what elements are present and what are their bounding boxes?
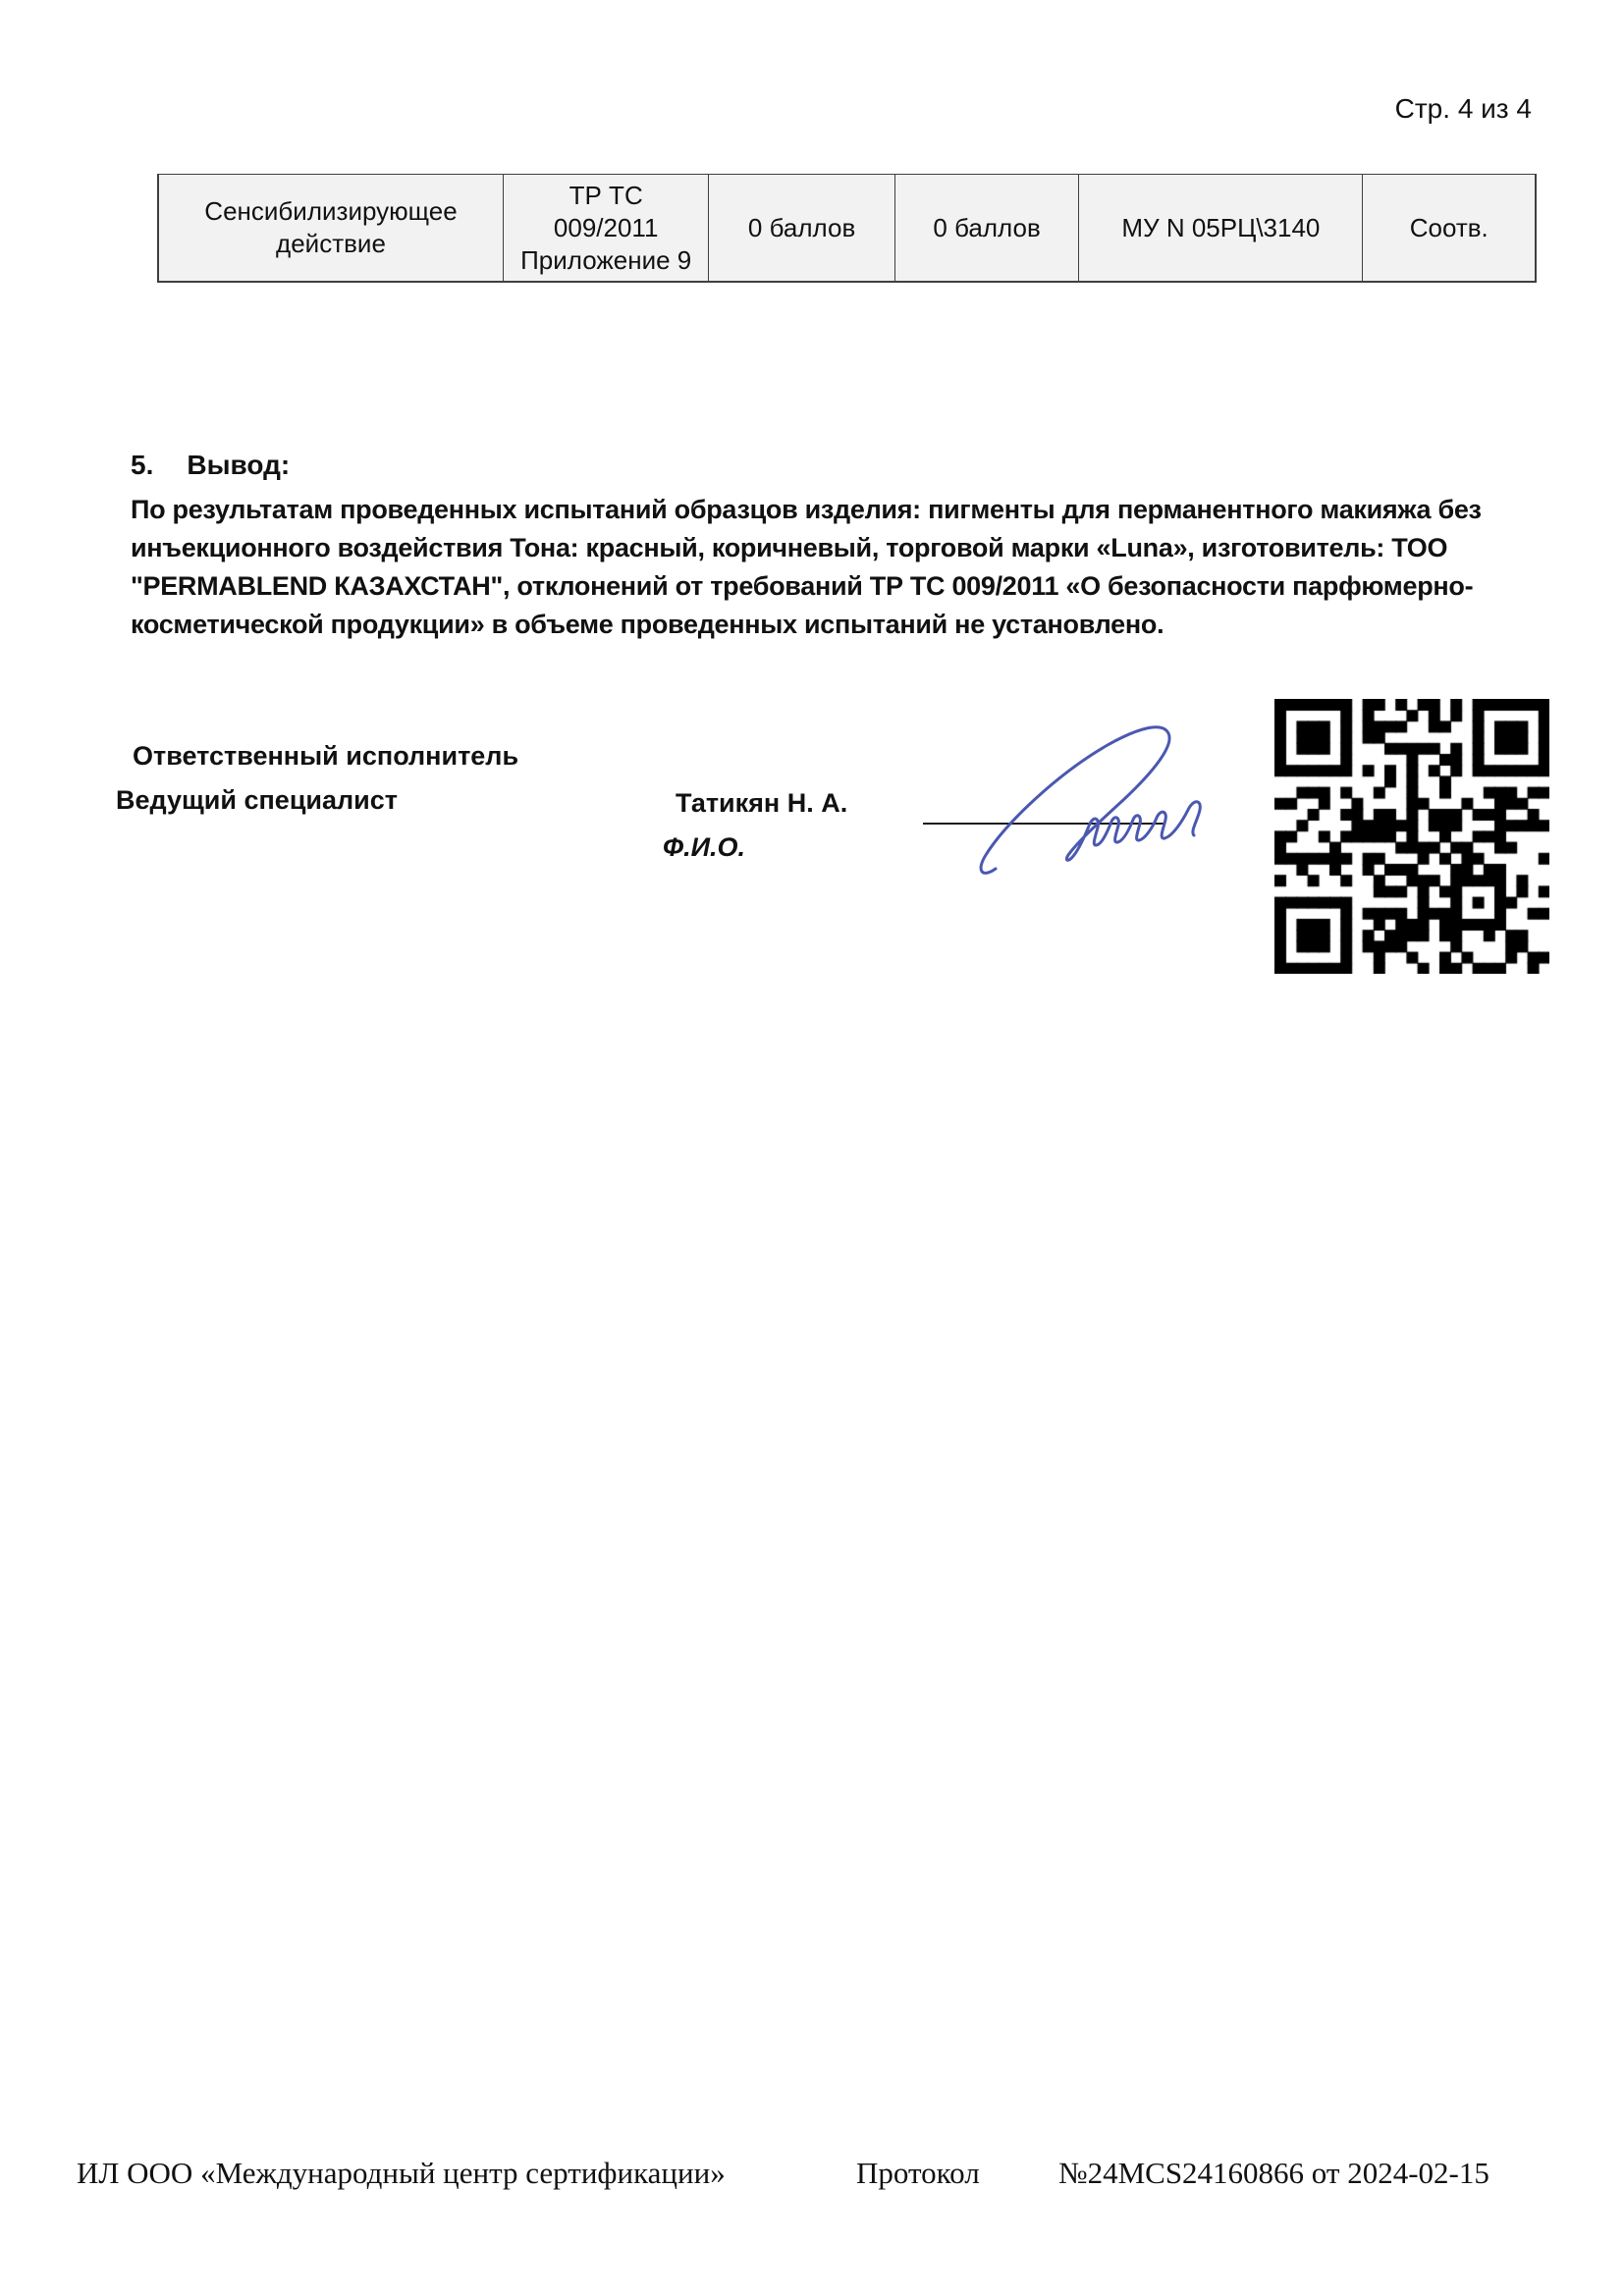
- footer-organization: ИЛ ООО «Международный центр сертификации»: [77, 2156, 726, 2190]
- table-cell-result-1: 0 баллов: [709, 175, 894, 281]
- name-caption: Ф.И.О.: [663, 832, 746, 862]
- table-cell-result-2: 0 баллов: [895, 175, 1079, 281]
- footer-doc-label: Протокол: [856, 2156, 980, 2190]
- table-cell-test-name: Сенсибилизирующее действие: [159, 175, 504, 281]
- conclusion-title: Вывод:: [187, 450, 291, 480]
- conclusion-heading: [131, 450, 290, 481]
- signer-name: Татикян Н. А.: [676, 788, 848, 818]
- table-cell-requirement: ТР ТС 009/2011 Приложение 9: [504, 175, 709, 281]
- responsible-executor-label: Ответственный исполнитель: [133, 741, 519, 771]
- conclusion-paragraph: По результатам проведенных испытаний образцов изделия: пигменты для перманентного макияжа без инъекционного воздействия Тона: красный, коричневый, торговой марки «Luna», изготовитель: ТОО "PERMABLEND КАЗАХСТАН", отклонений от требований ТР ТС 009/2011 «О безопасности парфюмерно-косметической продукции» в объеме проведенных испытаний не установлено.: [131, 495, 1482, 639]
- page-footer: [0, 2156, 1624, 2199]
- conclusion-number: 5.: [131, 450, 154, 480]
- results-table: [157, 174, 1537, 283]
- leading-specialist-label: Ведущий специалист: [116, 785, 399, 815]
- qr-code: [1274, 699, 1549, 974]
- table-cell-verdict: Соотв.: [1409, 212, 1489, 242]
- handwritten-signature: [962, 720, 1218, 881]
- page-indicator: Стр. 4 из 4: [1394, 93, 1532, 124]
- table-cell-method: МУ N 05РЦ\3140: [1079, 175, 1363, 281]
- footer-doc-number: №24MCS24160866 от 2024-02-15: [1058, 2156, 1489, 2190]
